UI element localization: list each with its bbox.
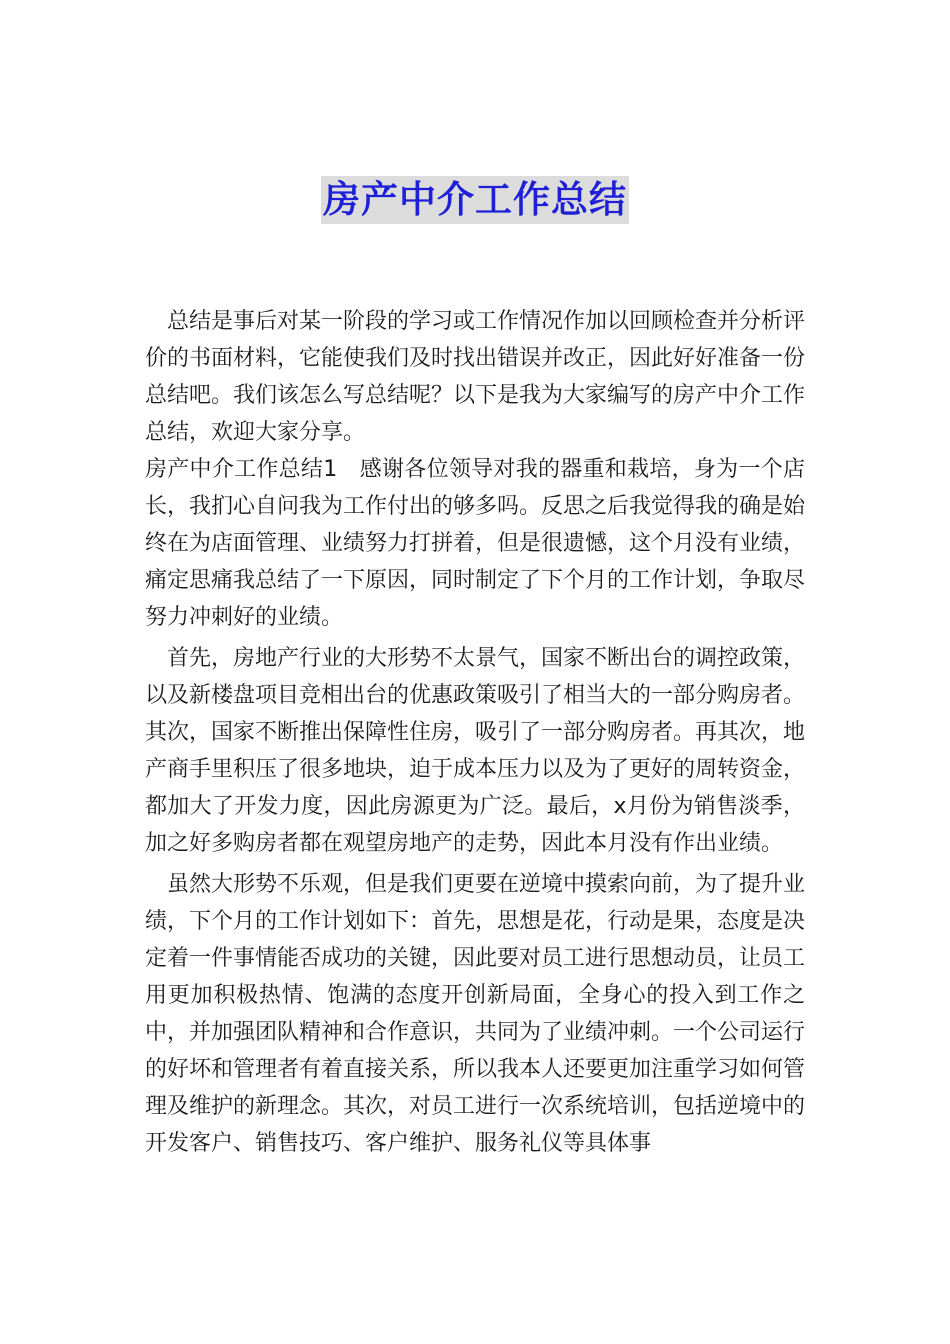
plan-paragraph: 虽然大形势不乐观，但是我们更要在逆境中摸索向前，为了提升业绩，下个月的工作计划如下：首先，思想是花，行动是果，态度是决定着一件事情能否成功的关键，因此要对员工进行思想动员，让员工用更加积极热情、饱满的态度开创新局面，全身心的投入到工作之中，并加强团队精神和合作意识，共同为了业绩冲刺。一个公司运行的好坏和管理者有着直接关系，所以我本人还要更加注重学习如何管理及维护的新理念。其次，对员工进行一次系统培训，包括逆境中的开发客户、销售技巧、客户维护、服务礼仪等具体事	[145, 872, 806, 1156]
document-title: 房产中介工作总结	[321, 176, 629, 224]
reasons-paragraph: 首先，房地产行业的大形势不太景气，国家不断出台的调控政策，以及新楼盘项目竞相出台的优惠政策吸引了相当大的一部分购房者。其次，国家不断推出保障性住房，吸引了一部分购房者。再其次，地产商手里积压了很多地块，迫于成本压力以及为了更好的周转资金，都加大了开发力度，因此房源更为广泛。最后，x月份为销售淡季，加之好多购房者都在观望房地产的走势，因此本月没有作出业绩。	[145, 646, 806, 856]
section-1-paragraph: 房产中介工作总结1 感谢各位领导对我的器重和栽培，身为一个店长，我扪心自问我为工作付出的够多吗。反思之后我觉得我的确是始终在为店面管理、业绩努力打拼着，但是很遗憾，这个月没有业绩，痛定思痛我总结了一下原因，同时制定了下个月的工作计划，争取尽努力冲刺好的业绩。	[145, 457, 806, 630]
intro-paragraph: 总结是事后对某一阶段的学习或工作情况作加以回顾检查并分析评价的书面材料，它能使我们及时找出错误并改正，因此好好准备一份总结吧。我们该怎么写总结呢？以下是我为大家编写的房产中介工作总结，欢迎大家分享。	[145, 309, 806, 445]
title-container	[0, 176, 950, 224]
document-body	[145, 303, 805, 1162]
